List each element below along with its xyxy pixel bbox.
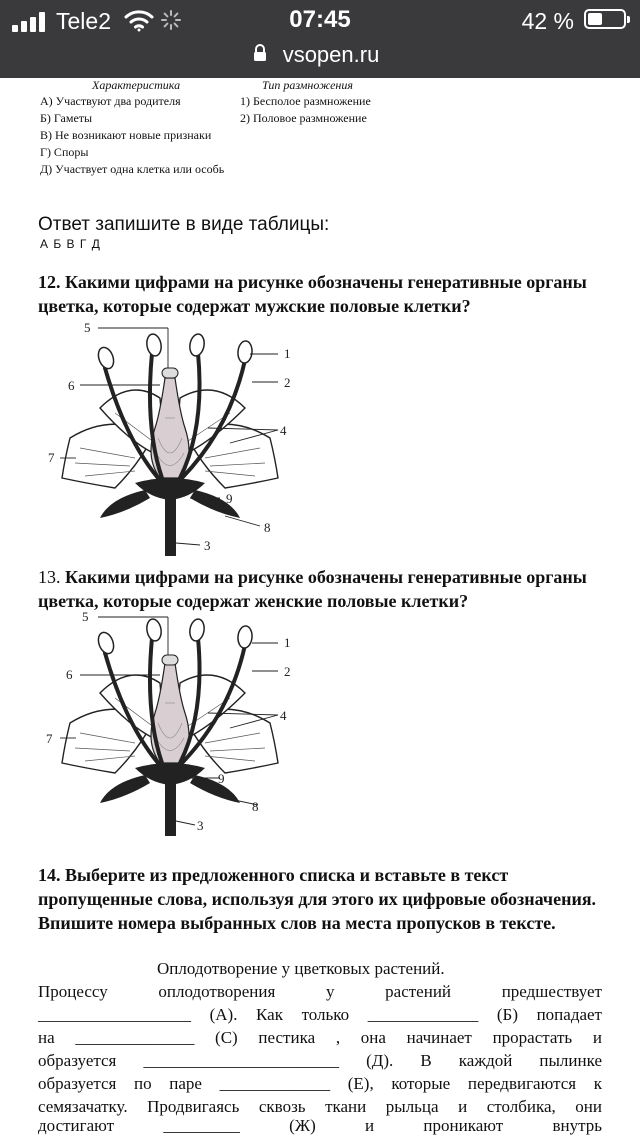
figure-label: 9 [218,771,225,786]
characteristic-item: В) Не возникают новые признаки [40,128,212,142]
characteristic-item: А) Участвуют два родителя [40,94,181,108]
question-number: 12. [38,272,61,292]
paragraph-line: достигают _________ (Ж) и проникают внутрь [38,1116,602,1135]
flower-diagram-2 [40,603,310,848]
browser-top-bar [0,0,640,78]
answer-letters: А Б В Г Д [40,237,101,251]
figure-label: 1 [284,346,291,361]
figure-label: 2 [284,375,291,390]
battery-percent: 42 % [521,8,574,34]
flower-diagram-1 [40,318,310,563]
figure-label: 9 [226,491,233,506]
characteristic-item: Б) Гаметы [40,111,93,125]
characteristic-item: Д) Участвует одна клетка или особь [40,162,225,176]
type-item: 1) Бесполое размножение [240,94,371,108]
column-header-characteristic: Характеристика [92,78,181,92]
figure-label: 8 [264,520,271,535]
text-subtitle: Оплодотворение у цветковых растений. [157,959,445,978]
figure-label: 4 [280,708,287,723]
figure-label: 1 [284,635,291,650]
figure-label: 3 [197,818,204,833]
battery-icon [584,9,626,29]
figure-label: 5 [84,320,91,335]
answer-prompt: Ответ запишите в виде таблицы: [38,214,330,235]
url-bar[interactable] [0,42,640,68]
paragraph-line: Процессу оплодотворения у растений предшествует [38,982,602,1001]
url-text: vsopen.ru [282,42,380,67]
figure-label: 5 [82,609,89,624]
figure-label: 8 [252,799,259,814]
figure-label: 6 [66,667,73,682]
question-text: Выберите из предложенного списка и вставьте в текст пропущенные слова, используя для этого их цифровые обозначения. Впишите номера выбранных слов на места пропусков в тексте. [38,865,597,933]
question-text: Какими цифрами на рисунке обозначены генеративные органы цветка, которые содержат мужские половые клетки? [38,272,587,316]
clock: 07:45 [289,6,351,33]
question-number: 13. [38,567,61,587]
question-text: Какими цифрами на рисунке обозначены генеративные органы цветка, которые содержат женские половые клетки? [38,567,587,611]
characteristic-item: Г) Споры [40,145,89,159]
paragraph-line: на ______________ (С) пестика , она начинает прорастать и [38,1028,602,1047]
column-header-type: Тип размножения [262,78,353,92]
figure-label: 2 [284,664,291,679]
figure-label: 6 [68,378,75,393]
question-number: 14. [38,865,61,885]
paragraph-line: образуется _______________________ (Д). В каждой пылинке [38,1051,602,1070]
figure-label: 3 [204,538,211,553]
paragraph-line: __________________ (А). Как только _____________ (Б) попадает [38,1005,602,1024]
figure-label: 7 [48,450,55,465]
paragraph-line: образуется по паре _____________ (Е), которые передвигаются к [38,1074,602,1093]
question-14 [38,863,608,935]
type-item: 2) Половое размножение [240,111,367,125]
carrier-label: Tele2 [56,8,111,34]
figure-label: 4 [280,423,287,438]
question-12 [38,270,608,318]
figure-label: 7 [46,731,53,746]
paragraph-line: семязачатку. Продвигаясь сквозь ткани рыльца и столбика, они [38,1097,602,1116]
